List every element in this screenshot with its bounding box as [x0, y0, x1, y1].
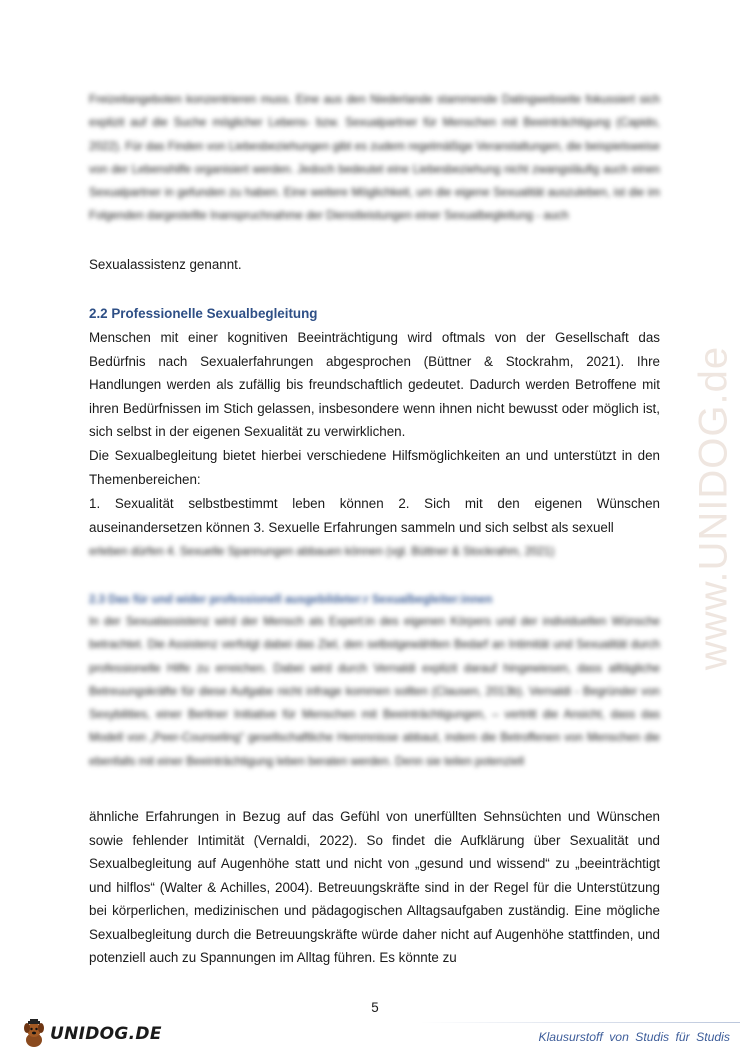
section-2-2-list-line: 1. Sexualität selbstbestimmt leben können 2. Sich mit den eigenen Wünschen auseinandersetzen können 3. Sexuelle Erfahrungen sammeln und sich selbst als sexuell — [89, 496, 660, 535]
page-number: 5 — [371, 1000, 379, 1015]
section-heading-2-3: 2.3 Das für und wider professionell ausgebildeter:r Sexualbegleiter:innen — [89, 593, 493, 606]
dog-mascot-icon — [20, 1019, 48, 1049]
section-2-2-list-blurred: erleben dürfen 4. Sexuelle Spannungen abbauen können (vgl. Büttner & Stockrahm, 2021) — [89, 545, 555, 558]
section-2-2-paragraph-2: Die Sexualbegleitung bietet hierbei verschiedene Hilfsmöglichkeiten an und unterstützt in den Themenbereichen: — [89, 448, 660, 487]
logo-text: UNIDOG.DE — [50, 1024, 162, 1044]
watermark-text: www.UNIDOG.de — [691, 345, 736, 670]
section-2-3-paragraph: ähnliche Erfahrungen in Bezug auf das Gefühl von unerfüllten Sehnsüchten und Wünschen sowie fehlender Intimität (Vernaldi, 2022). So findet die Aufklärung über Sexualität und Sexualbegleitung auf Augenhöhe statt und nicht von „gesund und wissend“ zu „beeinträchtigt und hilflos“ (Walter & Achilles, 2004). Betreuungskräfte sind in der Regel für die Unterstützung bei körperlichen, medizinischen und pädagogischen Alltagsaufgaben zuständig. Eine mögliche Sexualbegleitung durch die Betreuungskräfte würde daher nicht auf Augenhöhe stattfinden, und potenziell auch zu Spannungen im Alltag führen. Es könnte zu — [89, 809, 660, 965]
section-2-3-blurred-paragraph: In der Sexualassistenz wird der Mensch als Expert:in des eigenen Körpers und der individuellen Wünsche betrachtet. Die Assistenz verfolgt dabei das Ziel, den selbstgewählten Bedarf an Intimität und Sexualität durch professionelle Hilfe zu erreichen. Dabei wird durch Vernaldi explizit darauf hingewiesen, dass alltägliche Betreuungskräfte für diese Aufgabe nicht infrage kommen sollten (Clausen, 2013b). Vernaldi - Begründer von Sexybilities, einer Berliner Initiative für Menschen mit Beeinträchtigungen, – vertritt die Ansicht, dass das Modell von „Peer-Counseling“ gesellschaftliche Hemmnisse abbaut, indem die Betroffenen von Menschen die ebenfalls mit einer Beeinträchtigung leben beraten werden. Denn sie teilen potenziell — [89, 615, 660, 768]
blurred-top-paragraph: Freizeitangeboten konzentrieren muss. Eine aus den Niederlande stammende Datingwebseite fokussiert sich explizit auf die Suche möglicher Lebens- bzw. Sexualpartner für Menschen mit Beeinträchtigung (Capido, 2022). Für das Finden von Liebesbeziehungen gibt es zudem regelmäßige Veranstaltungen, die beispielsweise von der Lebenshilfe organisiert werden. Jedoch bedeutet eine Liebesbeziehung nicht zwangsläufig auch einen Sexualpartner in gefunden zu haben. Eine weitere Möglichkeit, um die eigene Sexualität auszuleben, ist die im Folgenden dargestellte Inanspruchnahme der Dienstleistungen einer Sexualbegleitung - auch — [89, 93, 660, 223]
unidog-logo[interactable] — [20, 1018, 162, 1050]
footer-divider — [420, 1022, 740, 1023]
footer-slogan: Klausurstoff von Studis für Studis — [538, 1030, 730, 1044]
section-heading-2-2: 2.2 Professionelle Sexualbegleitung — [89, 306, 318, 321]
watermark — [692, 285, 736, 730]
top-paragraph-tail: Sexualassistenz genannt. — [89, 257, 242, 272]
section-2-2-paragraph-1: Menschen mit einer kognitiven Beeinträchtigung wird oftmals von der Gesellschaft das Bedürfnis nach Sexualerfahrungen abgesprochen (Büttner & Stockrahm, 2021). Ihre Handlungen werden als zufällig bis freundschaftlich gedeutet. Dadurch werden Betroffene mit ihren Bedürfnissen im Stich gelassen, insbesondere wenn ihnen nicht bewusst oder möglich ist, sich selbst in der eigenen Sexualität zu verwirklichen. — [89, 330, 660, 439]
